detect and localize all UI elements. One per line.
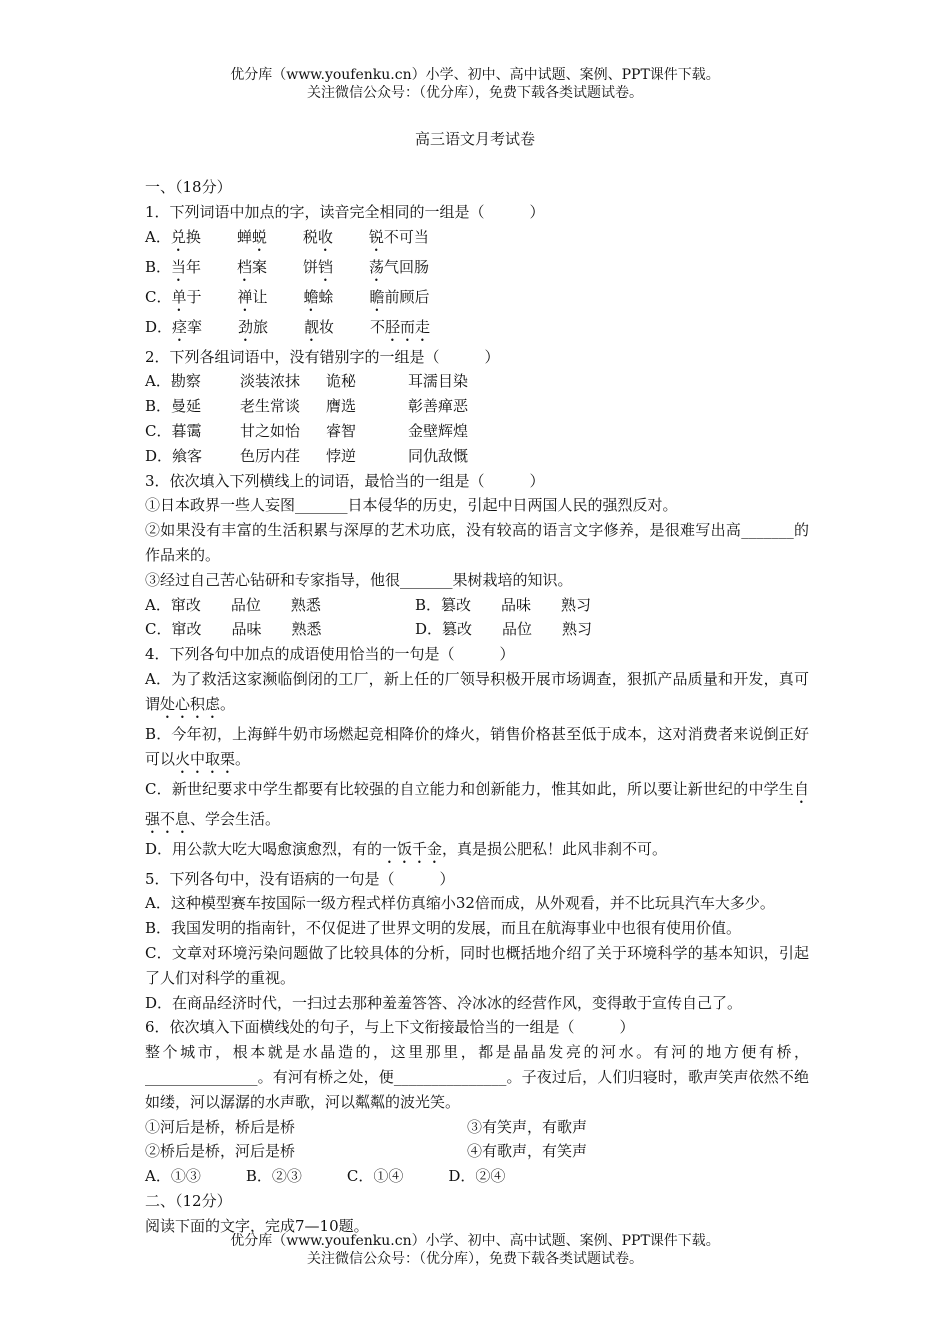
dotted-char: 单 (171, 287, 187, 306)
option-word: 耳濡目染 (408, 372, 469, 391)
option-word: A．勘察 (145, 372, 201, 391)
char: 税 (302, 227, 318, 246)
q3-sentence-2: ②如果没有丰富的生活积累与深厚的艺术功底，没有较高的语言文字修养，是很难写出高_______的作品来的。 (145, 521, 809, 564)
char: 蜍 (318, 287, 334, 306)
option-word: 淡装浓抹 (240, 372, 301, 391)
dotted-idiom: 自强不息 (145, 779, 809, 828)
dotted-char: 锐 (368, 227, 384, 246)
text: C．新世纪要求中学生都要有比较强的自立能力和创新能力，惟其如此，所以要让新世纪的中学生 (145, 779, 794, 798)
dotted-idiom: 火中取栗 (175, 749, 236, 768)
q3-option-d: D．篡改 品位 熟习 (415, 620, 593, 639)
q6-item-3: ③有笑声，有歌声 (467, 1117, 588, 1136)
char: 蝉 (236, 227, 252, 246)
option-word: 彰善瘅恶 (408, 397, 469, 416)
dotted-char: 荡 (369, 257, 385, 276)
char: 于 (186, 287, 202, 306)
dotted-idiom: 处心积虑 (160, 694, 221, 713)
dotted-char: 蟾 (303, 287, 319, 306)
q1-option-b (145, 255, 809, 285)
q3-option-a: A．窜改 品位 熟悉 (145, 595, 321, 614)
option-label: D． (145, 317, 173, 336)
text: B．今年初，上海鲜牛奶市场燃起竞相降价的烽火，销售价格甚至低于成本，这对消费者来说倒正好可以 (145, 724, 809, 768)
dotted-char: 铛 (318, 257, 334, 276)
char: 旅 (253, 317, 269, 336)
q3-options-row-2 (145, 617, 809, 642)
dotted-char: 禅 (237, 287, 253, 306)
q2-option-c (145, 419, 809, 444)
q6-item-2: ②桥后是桥，河后是桥 (145, 1142, 296, 1161)
q5-option-c: C．文章对环境污染问题做了比较具体的分析，同时也概括地介绍了关于环境科学的基本知识，引起了人们对科学的重视。 (145, 943, 809, 987)
char: 换 (185, 227, 201, 246)
dotted-char: 收 (317, 227, 333, 246)
option-word: 色厉内荏 (240, 446, 301, 465)
dotted-char: 兑 (170, 227, 186, 246)
text: 。 (220, 694, 236, 713)
option-label: B． (145, 257, 172, 276)
footer-line-2: 关注微信公众号：（优分库），免费下载各类试题试卷。 (307, 1251, 643, 1267)
q6-item-4: ④有歌声，有笑声 (467, 1142, 588, 1161)
text: D．用公款大吃大喝愈演愈烈，有的 (145, 839, 383, 858)
option-word: 膺选 (326, 397, 357, 416)
section-2-instruction: 阅读下面的文字，完成7—10题。 (145, 1216, 369, 1235)
dotted-idiom: 一饭千金 (382, 839, 443, 858)
option-word: 悖逆 (326, 446, 357, 465)
char: 妆 (319, 317, 335, 336)
page-header-top (0, 66, 950, 102)
char: 前顾后 (384, 287, 430, 306)
option-word: B．曼延 (145, 397, 202, 416)
question-6-stem: 6．依次填入下面横线处的句子，与上下文衔接最恰当的一组是（ ） (145, 1018, 635, 1037)
char: 不 (370, 317, 386, 336)
q3-options-row-1 (145, 593, 809, 618)
dotted-char: 靓 (304, 317, 320, 336)
page-footer (0, 1232, 950, 1268)
footer-line-1: 优分库（www.youfenku.cn）小学、初中、高中试题、案例、PPT课件下载。 (230, 1233, 720, 1249)
dotted-char: 劲 (238, 317, 254, 336)
q4-option-a (145, 667, 809, 722)
q2-option-a (145, 369, 809, 394)
dotted-char: 蜕 (251, 227, 267, 246)
q4-option-d (145, 837, 809, 867)
q5-option-b: B．我国发明的指南针，不仅促进了世界文明的发展，而且在航海事业中也很有使用价值。 (145, 919, 742, 938)
char: 不可当 (383, 227, 429, 246)
char: 挛 (187, 317, 203, 336)
option-label: C． (145, 287, 172, 306)
char: 年 (186, 257, 202, 276)
q3-option-c: C．窜改 品味 熟悉 (145, 620, 322, 639)
char: 案 (252, 257, 268, 276)
question-2-stem: 2．下列各组词语中，没有错别字的一组是（ ） (145, 347, 500, 366)
section-2-heading: 二、（12分） (145, 1191, 232, 1210)
q1-option-a (145, 225, 809, 255)
q3-sentence-3: ③经过自己苦心钻研和专家指导，他很_______果树栽培的知识。 (145, 570, 573, 589)
option-word: 甘之如怡 (240, 421, 301, 440)
q2-option-d (145, 444, 809, 469)
question-4-stem: 4．下列各句中加点的成语使用恰当的一句是（ ） (145, 645, 515, 664)
q1-option-d (145, 315, 809, 345)
char: 气回肠 (384, 257, 430, 276)
q1-option-c (145, 285, 809, 315)
q3-sentence-1: ①日本政界一些人妄图_______日本侵华的历史，引起中日两国人民的强烈反对。 (145, 496, 678, 515)
text: A．为了救活这家濒临倒闭的工厂，新上任的厂领导积极开展市场调查，狠抓产品质量和开发，真可谓 (145, 669, 809, 713)
question-1-stem: 1．下列词语中加点的字，读音完全相同的一组是（ ） (145, 202, 545, 221)
option-word: 睿智 (326, 421, 357, 440)
q5-option-a: A．这种模型赛车按国际一级方程式样仿真缩小32倍而成，从外观看，并不比玩具汽车大多少。 (145, 894, 775, 913)
option-label: A． (145, 227, 171, 246)
q6-items-row-1 (145, 1115, 809, 1140)
option-word: 金壁辉煌 (408, 421, 469, 440)
header-line-1: 优分库（www.youfenku.cn）小学、初中、高中试题、案例、PPT课件下载。 (230, 67, 720, 83)
option-word: 老生常谈 (240, 397, 301, 416)
dotted-char: 胫而走 (385, 317, 431, 336)
char: 饼 (303, 257, 319, 276)
exam-content (145, 175, 809, 1239)
page-title: 高三语文月考试卷 (414, 130, 535, 148)
q6-passage: 整个城市，根本就是水晶造的，这里那里，都是晶晶发亮的河水。有河的地方便有桥，_______________。有河有桥之处，便_______________。子夜过后，人们归寝时，歌声笑声依然不绝如缕，河以潺潺的水声歌，河以粼粼的波光笑。 (145, 1043, 809, 1111)
dotted-char: 档 (237, 257, 253, 276)
dotted-char: 瞻 (369, 287, 385, 306)
q4-option-c (145, 777, 809, 837)
option-word: 同仇敌慨 (408, 446, 469, 465)
q6-choices: A．①③ B．②③ C．①④ D．②④ (145, 1167, 506, 1186)
option-word: C．暮霭 (145, 421, 202, 440)
dotted-char: 当 (171, 257, 187, 276)
q6-items-row-2 (145, 1139, 809, 1164)
section-1-heading: 一、（18分） (145, 178, 232, 196)
char: 让 (252, 287, 268, 306)
text: 、学会生活。 (190, 809, 281, 828)
option-word: D．飨客 (145, 446, 203, 465)
option-word: 诡秘 (326, 372, 357, 391)
text: 。 (235, 749, 251, 768)
text: ，真是损公肥私！此风非刹不可。 (442, 839, 668, 858)
q5-option-d: D．在商品经济时代，一扫过去那种羞羞答答、冷冰冰的经营作风，变得敢于宣传自己了。 (145, 993, 743, 1012)
q3-option-b: B．篡改 品味 熟习 (415, 595, 592, 614)
dotted-char: 痉 (172, 317, 188, 336)
header-line-2: 关注微信公众号：（优分库），免费下载各类试题试卷。 (307, 85, 643, 101)
question-5-stem: 5．下列各句中，没有语病的一句是（ ） (145, 869, 455, 888)
q2-option-b (145, 394, 809, 419)
question-3-stem: 3．依次填入下列横线上的词语，最恰当的一组是（ ） (145, 471, 545, 490)
q4-option-b (145, 722, 809, 777)
q6-item-1: ①河后是桥，桥后是桥 (145, 1117, 296, 1136)
